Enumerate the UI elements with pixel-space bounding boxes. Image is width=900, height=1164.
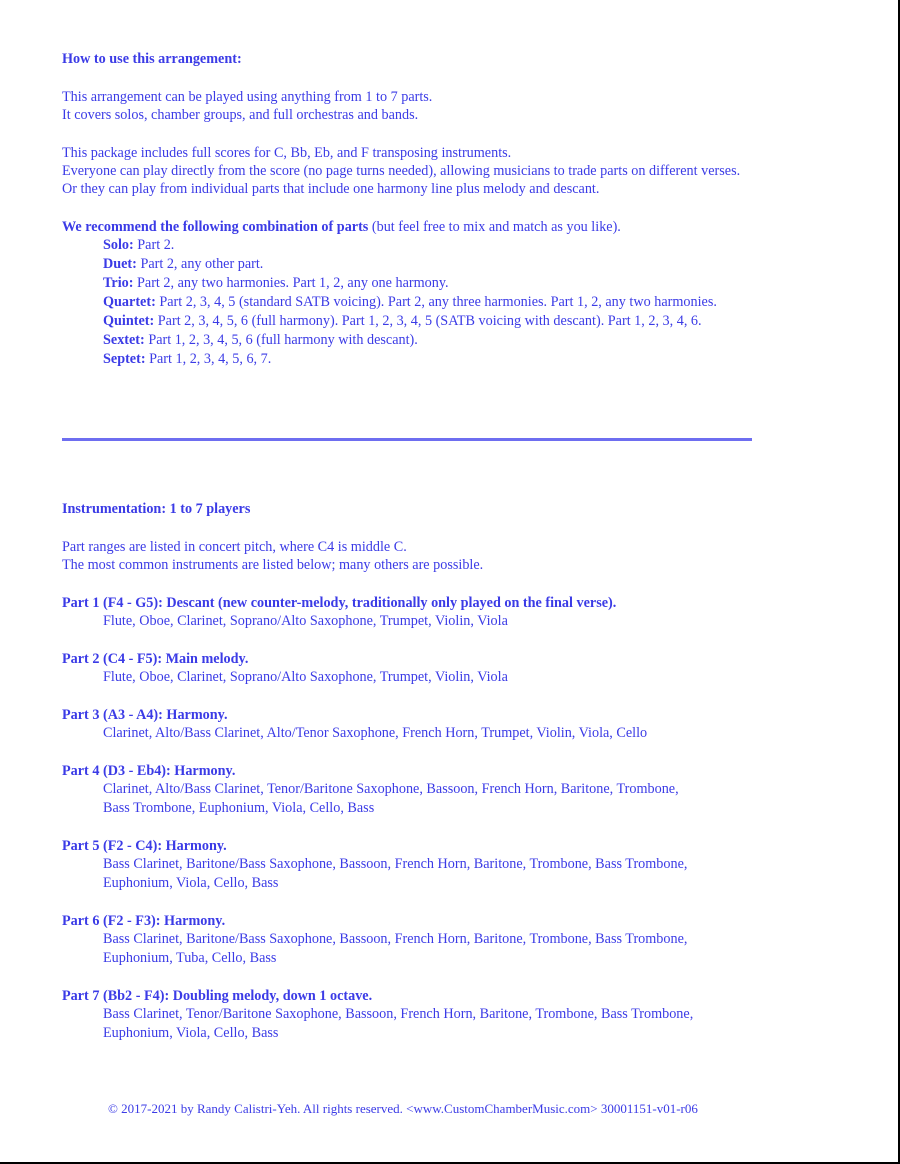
combo-septet — [103, 350, 271, 369]
part-4-instruments-line-1: Clarinet, Alto/Bass Clarinet, Tenor/Baritone Saxophone, Bassoon, French Horn, Baritone, Trombone, — [103, 781, 679, 797]
part-7-title: Part 7 (Bb2 - F4): Doubling melody, down 1 octave. — [62, 988, 373, 1004]
combo-text: Part 2, any two harmonies. Part 1, 2, any one harmony. — [133, 275, 449, 291]
intro-line-1: This arrangement can be played using anything from 1 to 7 parts. — [62, 89, 433, 105]
combo-label: Sextet: — [103, 332, 145, 348]
recommend-line — [62, 218, 621, 237]
part-4-instruments-line-2: Bass Trombone, Euphonium, Viola, Cello, Bass — [103, 800, 375, 816]
part-1-instruments: Flute, Oboe, Clarinet, Soprano/Alto Saxophone, Trumpet, Violin, Viola — [103, 613, 508, 629]
combo-label: Trio: — [103, 275, 134, 291]
combo-quartet — [103, 293, 717, 312]
part-3-title: Part 3 (A3 - A4): Harmony. — [62, 707, 228, 723]
part-1-title: Part 1 (F4 - G5): Descant (new counter-melody, traditionally only played on the final verse). — [62, 595, 617, 611]
combo-text: Part 2, 3, 4, 5 (standard SATB voicing). Part 2, any three harmonies. Part 1, 2, any two harmonies. — [155, 294, 717, 310]
combo-label: Duet: — [103, 256, 137, 272]
combo-text: Part 1, 2, 3, 4, 5, 6 (full harmony with descant). — [144, 332, 418, 348]
part-2-instruments: Flute, Oboe, Clarinet, Soprano/Alto Saxophone, Trumpet, Violin, Viola — [103, 669, 508, 685]
intro-line-2: It covers solos, chamber groups, and full orchestras and bands. — [62, 107, 419, 123]
combo-text: Part 1, 2, 3, 4, 5, 6, 7. — [145, 351, 272, 367]
recommend-bold: We recommend the following combination of parts — [62, 219, 369, 235]
part-5-instruments-line-1: Bass Clarinet, Baritone/Bass Saxophone, Bassoon, French Horn, Baritone, Trombone, Bass Trombone, — [103, 856, 688, 872]
part-7-instruments-line-2: Euphonium, Viola, Cello, Bass — [103, 1025, 279, 1041]
combo-trio — [103, 274, 449, 293]
instrumentation-heading: Instrumentation: 1 to 7 players — [62, 501, 251, 517]
section-divider — [62, 438, 752, 441]
part-3-instruments: Clarinet, Alto/Bass Clarinet, Alto/Tenor Saxophone, French Horn, Trumpet, Violin, Viola, Cello — [103, 725, 648, 741]
combo-quintet — [103, 312, 702, 331]
part-6-instruments-line-2: Euphonium, Tuba, Cello, Bass — [103, 950, 277, 966]
combo-label: Septet: — [103, 351, 146, 367]
combo-duet — [103, 255, 263, 274]
combo-label: Quartet: — [103, 294, 156, 310]
combo-sextet — [103, 331, 418, 350]
package-line-3: Or they can play from individual parts that include one harmony line plus melody and descant. — [62, 181, 600, 197]
package-line-2: Everyone can play directly from the score (no page turns needed), allowing musicians to trade parts on different verses. — [62, 163, 741, 179]
combo-solo — [103, 236, 174, 255]
part-6-title: Part 6 (F2 - F3): Harmony. — [62, 913, 226, 929]
part-6-instruments-line-1: Bass Clarinet, Baritone/Bass Saxophone, Bassoon, French Horn, Baritone, Trombone, Bass Trombone, — [103, 931, 688, 947]
package-line-1: This package includes full scores for C, Bb, Eb, and F transposing instruments. — [62, 145, 512, 161]
part-2-title: Part 2 (C4 - F5): Main melody. — [62, 651, 249, 667]
copyright-footer: © 2017-2021 by Randy Calistri-Yeh. All rights reserved. <www.CustomChamberMusic.com> 30001151-v01-r06 — [108, 1101, 698, 1116]
combo-text: Part 2. — [133, 237, 175, 253]
part-5-title: Part 5 (F2 - C4): Harmony. — [62, 838, 227, 854]
range-note-line-2: The most common instruments are listed below; many others are possible. — [62, 557, 484, 573]
combo-text: Part 2, any other part. — [136, 256, 264, 272]
combo-label: Solo: — [103, 237, 134, 253]
combo-text: Part 2, 3, 4, 5, 6 (full harmony). Part 1, 2, 3, 4, 5 (SATB voicing with descant). Part 1, 2, 3, 4, 6. — [154, 313, 702, 329]
recommend-rest: (but feel free to mix and match as you like). — [368, 219, 621, 235]
combo-label: Quintet: — [103, 313, 155, 329]
range-note-line-1: Part ranges are listed in concert pitch, where C4 is middle C. — [62, 539, 407, 555]
how-to-heading: How to use this arrangement: — [62, 51, 242, 67]
part-7-instruments-line-1: Bass Clarinet, Tenor/Baritone Saxophone, Bassoon, French Horn, Baritone, Trombone, Bass Trombone, — [103, 1006, 694, 1022]
part-4-title: Part 4 (D3 - Eb4): Harmony. — [62, 763, 236, 779]
part-5-instruments-line-2: Euphonium, Viola, Cello, Bass — [103, 875, 279, 891]
